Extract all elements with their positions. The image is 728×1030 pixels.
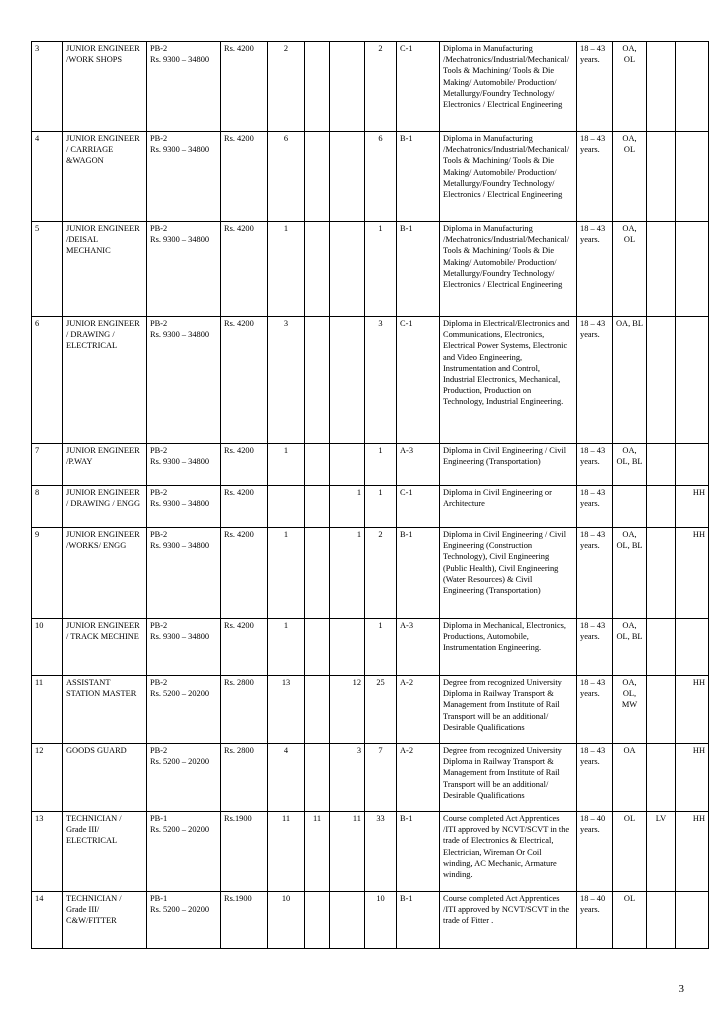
vacancy-count-cell (305, 676, 330, 744)
post-name-cell: ASSISTANT STATION MASTER (63, 676, 147, 744)
suitable-category-cell: OA, OL (613, 42, 647, 132)
vacancy-count-cell: 1 (268, 222, 305, 317)
pay-band-label: PB-2 (150, 530, 168, 539)
pay-band-label: PB-2 (150, 446, 168, 455)
vacancy-count-cell: 3 (330, 744, 365, 812)
vacancy-count-cell: 1 (268, 444, 305, 486)
pay-band-label: PB-2 (150, 224, 168, 233)
suitable-category-cell: OA, OL, BL (613, 528, 647, 619)
qualification-cell: Diploma in Manufacturing /Mechatronics/Industrial/Mechanical/ Tools & Machining/ Tools & Die Making/ Automobile/ Production/ Metallurgy/Foundry Technology/ Electronics / Electrical Engineering (440, 222, 577, 317)
lv-cell (647, 444, 676, 486)
post-name-cell: TECHNICIAN / Grade III/ C&W/FITTER (63, 892, 147, 949)
serial-number-cell: 11 (32, 676, 63, 744)
post-name-cell: JUNIOR ENGINEER /WORK SHOPS (63, 42, 147, 132)
suitable-category-cell: OA, OL (613, 132, 647, 222)
serial-number-cell: 8 (32, 486, 63, 528)
age-limit-cell: 18 – 43 years. (577, 528, 613, 619)
qualification-cell: Diploma in Civil Engineering or Architecture (440, 486, 577, 528)
pay-scale-label: Rs. 5200 – 20200 (150, 757, 210, 767)
table-row (32, 222, 709, 317)
total-vacancy-cell: 2 (365, 528, 397, 619)
age-limit-cell: 18 – 43 years. (577, 619, 613, 676)
age-limit-cell: 18 – 43 years. (577, 317, 613, 444)
hh-cell (676, 892, 709, 949)
pay-scale-label: Rs. 9300 – 34800 (150, 330, 210, 340)
age-limit-cell: 18 – 40 years. (577, 892, 613, 949)
vacancy-count-cell: 3 (268, 317, 305, 444)
post-name-cell: JUNIOR ENGINEER /P.WAY (63, 444, 147, 486)
pay-band-cell (147, 619, 221, 676)
age-limit-cell: 18 – 43 years. (577, 132, 613, 222)
serial-number-cell: 12 (32, 744, 63, 812)
qualification-cell: Diploma in Manufacturing /Mechatronics/Industrial/Mechanical/ Tools & Machining/ Tools & Die Making/ Automobile/ Production/ Metallurgy/Foundry Technology/ Electronics / Electrical Engineering (440, 132, 577, 222)
grade-pay-cell: Rs.1900 (221, 812, 268, 892)
vacancy-count-cell (305, 444, 330, 486)
total-vacancy-cell: 1 (365, 222, 397, 317)
pay-band-label: PB-2 (150, 621, 168, 630)
lv-cell (647, 892, 676, 949)
total-vacancy-cell: 1 (365, 444, 397, 486)
suitable-category-cell: OL (613, 812, 647, 892)
suitable-category-cell: OA (613, 744, 647, 812)
lv-cell (647, 619, 676, 676)
grade-pay-cell: Rs. 4200 (221, 444, 268, 486)
grade-pay-cell: Rs. 2800 (221, 744, 268, 812)
medical-standard-cell: A-2 (397, 744, 440, 812)
suitable-category-cell: OA, OL, BL (613, 619, 647, 676)
vacancy-count-cell (305, 619, 330, 676)
qualification-cell: Degree from recognized University Diploma in Railway Transport & Management from Institute of Rail Transport will be an additional/ Desirable Qualifications (440, 744, 577, 812)
age-limit-cell: 18 – 43 years. (577, 444, 613, 486)
pay-scale-label: Rs. 9300 – 34800 (150, 632, 210, 642)
pay-scale-label: Rs. 9300 – 34800 (150, 145, 210, 155)
pay-band-label: PB-1 (150, 814, 168, 823)
vacancy-count-cell (330, 892, 365, 949)
medical-standard-cell: B-1 (397, 222, 440, 317)
lv-cell (647, 486, 676, 528)
hh-cell (676, 619, 709, 676)
vacancy-count-cell (305, 486, 330, 528)
pay-band-cell (147, 317, 221, 444)
suitable-category-cell: OA, OL (613, 222, 647, 317)
medical-standard-cell: A-2 (397, 676, 440, 744)
medical-standard-cell: A-3 (397, 619, 440, 676)
total-vacancy-cell: 6 (365, 132, 397, 222)
grade-pay-cell: Rs.1900 (221, 892, 268, 949)
post-name-cell: JUNIOR ENGINEER / DRAWING / ENGG (63, 486, 147, 528)
medical-standard-cell: B-1 (397, 528, 440, 619)
pay-band-cell (147, 744, 221, 812)
serial-number-cell: 7 (32, 444, 63, 486)
qualification-cell: Diploma in Electrical/Electronics and Communications, Electronics, Electrical Power Systems, Electronic and Video Engineering, Instrumentation and Control, Industrial Electronics, Mechanical, Production, Production on Technology, Industrial Engineering. (440, 317, 577, 444)
table-row (32, 892, 709, 949)
vacancy-count-cell: 1 (268, 619, 305, 676)
post-name-cell: JUNIOR ENGINEER / TRACK MECHINE (63, 619, 147, 676)
grade-pay-cell: Rs. 4200 (221, 42, 268, 132)
vacancy-count-cell (305, 132, 330, 222)
pay-band-cell (147, 528, 221, 619)
pay-scale-label: Rs. 9300 – 34800 (150, 499, 210, 509)
suitable-category-cell: OA, OL, MW (613, 676, 647, 744)
serial-number-cell: 6 (32, 317, 63, 444)
hh-cell: HH (676, 812, 709, 892)
suitable-category-cell (613, 486, 647, 528)
pay-scale-label: Rs. 9300 – 34800 (150, 235, 210, 245)
table-row (32, 619, 709, 676)
grade-pay-cell: Rs. 4200 (221, 222, 268, 317)
age-limit-cell: 18 – 43 years. (577, 744, 613, 812)
pay-band-cell (147, 676, 221, 744)
vacancy-table (31, 41, 709, 949)
medical-standard-cell: A-3 (397, 444, 440, 486)
pay-band-label: PB-2 (150, 319, 168, 328)
vacancy-count-cell (305, 42, 330, 132)
total-vacancy-cell: 25 (365, 676, 397, 744)
pay-band-cell (147, 444, 221, 486)
qualification-cell: Diploma in Civil Engineering / Civil Engineering (Transportation) (440, 444, 577, 486)
hh-cell: HH (676, 744, 709, 812)
grade-pay-cell: Rs. 2800 (221, 676, 268, 744)
table-row (32, 444, 709, 486)
vacancy-count-cell: 1 (268, 528, 305, 619)
pay-band-label: PB-2 (150, 134, 168, 143)
total-vacancy-cell: 2 (365, 42, 397, 132)
table-row (32, 486, 709, 528)
suitable-category-cell: OL (613, 892, 647, 949)
vacancy-count-cell: 11 (305, 812, 330, 892)
medical-standard-cell: C-1 (397, 317, 440, 444)
pay-band-cell (147, 486, 221, 528)
serial-number-cell: 4 (32, 132, 63, 222)
hh-cell (676, 444, 709, 486)
total-vacancy-cell: 7 (365, 744, 397, 812)
vacancy-count-cell: 6 (268, 132, 305, 222)
vacancy-count-cell (305, 222, 330, 317)
age-limit-cell: 18 – 43 years. (577, 222, 613, 317)
total-vacancy-cell: 33 (365, 812, 397, 892)
medical-standard-cell: B-1 (397, 892, 440, 949)
hh-cell (676, 317, 709, 444)
pay-band-label: PB-2 (150, 746, 168, 755)
medical-standard-cell: C-1 (397, 486, 440, 528)
total-vacancy-cell: 1 (365, 619, 397, 676)
hh-cell: HH (676, 676, 709, 744)
hh-cell (676, 222, 709, 317)
pay-band-label: PB-2 (150, 488, 168, 497)
vacancy-count-cell: 2 (268, 42, 305, 132)
hh-cell (676, 132, 709, 222)
serial-number-cell: 9 (32, 528, 63, 619)
pay-band-cell (147, 812, 221, 892)
suitable-category-cell: OA, BL (613, 317, 647, 444)
total-vacancy-cell: 10 (365, 892, 397, 949)
pay-band-label: PB-1 (150, 894, 168, 903)
pay-band-cell (147, 132, 221, 222)
vacancy-count-cell (330, 132, 365, 222)
post-name-cell: GOODS GUARD (63, 744, 147, 812)
pay-scale-label: Rs. 9300 – 34800 (150, 541, 210, 551)
serial-number-cell: 3 (32, 42, 63, 132)
serial-number-cell: 10 (32, 619, 63, 676)
vacancy-count-cell: 12 (330, 676, 365, 744)
age-limit-cell: 18 – 40 years. (577, 812, 613, 892)
pay-band-cell (147, 892, 221, 949)
suitable-category-cell: OA, OL, BL (613, 444, 647, 486)
qualification-cell: Diploma in Civil Engineering / Civil Engineering (Construction Technology), Civil Engineering (Public Health), Civil Engineering (Water Resources) & Civil Engineering (Transportation) (440, 528, 577, 619)
pay-scale-label: Rs. 9300 – 34800 (150, 55, 210, 65)
serial-number-cell: 13 (32, 812, 63, 892)
vacancy-count-cell: 1 (330, 528, 365, 619)
lv-cell (647, 676, 676, 744)
hh-cell: HH (676, 528, 709, 619)
lv-cell: LV (647, 812, 676, 892)
pay-scale-label: Rs. 5200 – 20200 (150, 825, 210, 835)
post-name-cell: JUNIOR ENGINEER /WORKS/ ENGG (63, 528, 147, 619)
vacancy-count-cell: 10 (268, 892, 305, 949)
serial-number-cell: 14 (32, 892, 63, 949)
qualification-cell: Diploma in Mechanical, Electronics, Productions, Automobile, Instrumentation Engineering. (440, 619, 577, 676)
pay-band-label: PB-2 (150, 678, 168, 687)
vacancy-count-cell (305, 317, 330, 444)
post-name-cell: JUNIOR ENGINEER / DRAWING / ELECTRICAL (63, 317, 147, 444)
qualification-cell: Course completed Act Apprentices /ITI approved by NCVT/SCVT in the trade of Electronics & Electrical, Electrician, Wireman Or Coil winding, AC Mechanic, Armature winding. (440, 812, 577, 892)
medical-standard-cell: B-1 (397, 812, 440, 892)
grade-pay-cell: Rs. 4200 (221, 486, 268, 528)
lv-cell (647, 132, 676, 222)
vacancy-count-cell (330, 619, 365, 676)
age-limit-cell: 18 – 43 years. (577, 42, 613, 132)
lv-cell (647, 744, 676, 812)
post-name-cell: TECHNICIAN / Grade III/ ELECTRICAL (63, 812, 147, 892)
table-row (32, 528, 709, 619)
age-limit-cell: 18 – 43 years. (577, 676, 613, 744)
grade-pay-cell: Rs. 4200 (221, 528, 268, 619)
medical-standard-cell: C-1 (397, 42, 440, 132)
page-number: 3 (678, 983, 684, 995)
vacancy-count-cell (305, 528, 330, 619)
pay-band-label: PB-2 (150, 44, 168, 53)
total-vacancy-cell: 3 (365, 317, 397, 444)
lv-cell (647, 222, 676, 317)
post-name-cell: JUNIOR ENGINEER /DEISAL MECHANIC (63, 222, 147, 317)
qualification-cell: Diploma in Manufacturing /Mechatronics/Industrial/Mechanical/ Tools & Machining/ Tools & Die Making/ Automobile/ Production/ Metallurgy/Foundry Technology/ Electronics / Electrical Engineering (440, 42, 577, 132)
grade-pay-cell: Rs. 4200 (221, 619, 268, 676)
lv-cell (647, 528, 676, 619)
vacancy-count-cell: 11 (330, 812, 365, 892)
serial-number-cell: 5 (32, 222, 63, 317)
table-row (32, 42, 709, 132)
table-row (32, 812, 709, 892)
lv-cell (647, 42, 676, 132)
post-name-cell: JUNIOR ENGINEER / CARRIAGE &WAGON (63, 132, 147, 222)
pay-scale-label: Rs. 5200 – 20200 (150, 905, 210, 915)
age-limit-cell: 18 – 43 years. (577, 486, 613, 528)
vacancy-count-cell (330, 317, 365, 444)
vacancy-count-cell: 4 (268, 744, 305, 812)
hh-cell: HH (676, 486, 709, 528)
vacancy-count-cell (305, 744, 330, 812)
pay-scale-label: Rs. 5200 – 20200 (150, 689, 210, 699)
pay-band-cell (147, 42, 221, 132)
qualification-cell: Degree from recognized University Diploma in Railway Transport & Management from Institute of Rail Transport will be an additional/ Desirable Qualifications (440, 676, 577, 744)
vacancy-count-cell: 11 (268, 812, 305, 892)
medical-standard-cell: B-1 (397, 132, 440, 222)
grade-pay-cell: Rs. 4200 (221, 132, 268, 222)
table-row (32, 317, 709, 444)
lv-cell (647, 317, 676, 444)
qualification-cell: Course completed Act Apprentices /ITI approved by NCVT/SCVT in the trade of Fitter . (440, 892, 577, 949)
table-row (32, 676, 709, 744)
vacancy-count-cell (330, 444, 365, 486)
vacancy-count-cell (268, 486, 305, 528)
table-row (32, 132, 709, 222)
pay-scale-label: Rs. 9300 – 34800 (150, 457, 210, 467)
table-row (32, 744, 709, 812)
vacancy-count-cell (330, 42, 365, 132)
vacancy-count-cell: 13 (268, 676, 305, 744)
hh-cell (676, 42, 709, 132)
vacancy-count-cell (305, 892, 330, 949)
vacancy-count-cell (330, 222, 365, 317)
pay-band-cell (147, 222, 221, 317)
grade-pay-cell: Rs. 4200 (221, 317, 268, 444)
vacancy-count-cell: 1 (330, 486, 365, 528)
total-vacancy-cell: 1 (365, 486, 397, 528)
